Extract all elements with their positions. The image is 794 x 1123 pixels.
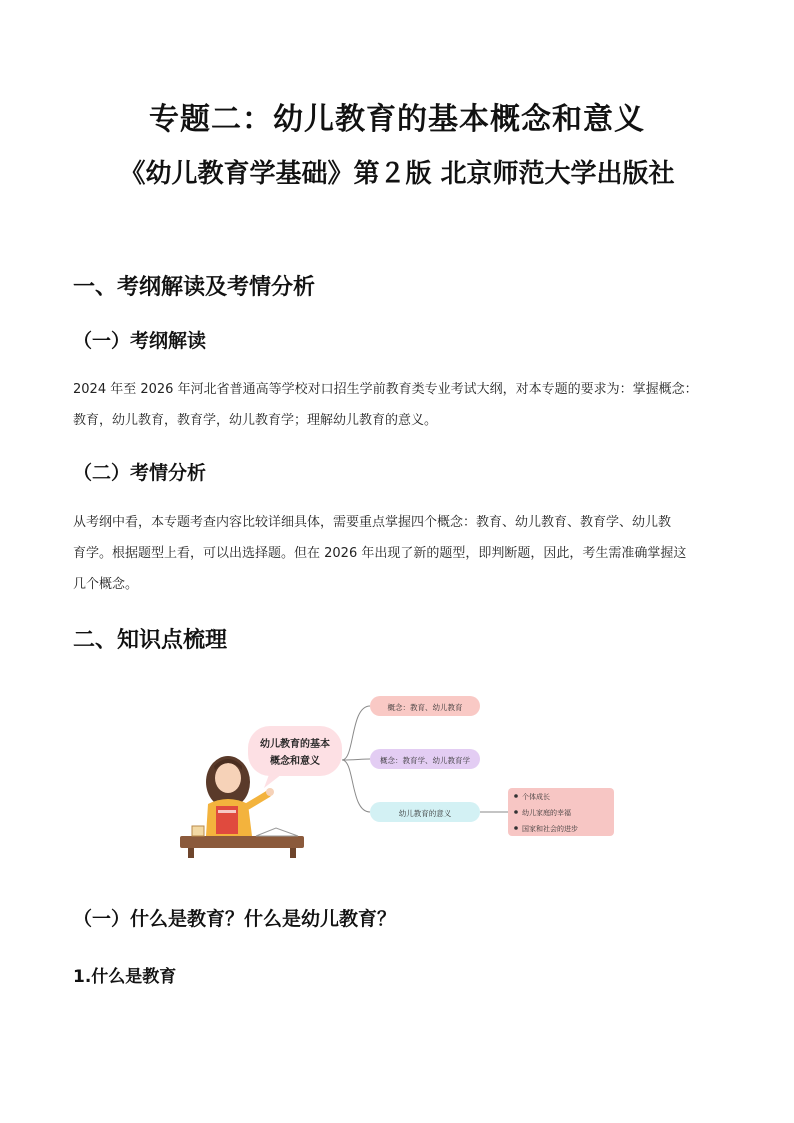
mind-map-branch-concepts-1 xyxy=(370,696,480,716)
leaf-individual-growth: 个体成长 xyxy=(522,793,550,801)
subsection-heading-what-is-education: （一）什么是教育？什么是幼儿教育？ xyxy=(73,908,397,930)
mind-map-leaves xyxy=(508,788,614,836)
paragraph-line: 几个概念。 xyxy=(73,577,139,592)
mind-map-branch-significance xyxy=(370,802,480,822)
branch-label: 概念：教育、幼儿教育 xyxy=(387,703,463,712)
paragraph-analysis xyxy=(73,507,733,600)
section-heading-2: 二、知识点梳理 xyxy=(73,628,228,653)
document-title: 专题二：幼儿教育的基本概念和意义 xyxy=(149,102,645,137)
item-heading-what-is-education: 1.什么是教育 xyxy=(73,967,177,987)
section-heading-1: 一、考纲解读及考情分析 xyxy=(73,275,316,300)
subsection-heading-analysis: （二）考情分析 xyxy=(73,462,207,484)
leaf-family-happiness: 幼儿家庭的幸福 xyxy=(522,809,571,817)
mind-map-center-line1: 幼儿教育的基本 xyxy=(260,739,330,750)
mind-map-branch-concepts-2 xyxy=(370,749,480,769)
subsection-heading-syllabus: （一）考纲解读 xyxy=(73,330,207,352)
mind-map-figure xyxy=(170,686,630,862)
mind-map-center-line2: 概念和意义 xyxy=(270,756,320,767)
paragraph-line: 教育，幼儿教育，教育学，幼儿教育学；理解幼儿教育的意义。 xyxy=(73,413,438,428)
branch-label: 幼儿教育的意义 xyxy=(398,809,452,818)
paragraph-syllabus xyxy=(73,374,733,436)
paragraph-line: 2024 年至 2026 年河北省普通高等学校对口招生学前教育类专业考试大纲，对本专题的要求为：掌握概念： xyxy=(73,382,698,397)
paragraph-line: 从考纲中看，本专题考查内容比较详细具体，需要重点掌握四个概念：教育、幼儿教育、教育学、幼儿教 xyxy=(73,515,672,530)
paragraph-line: 育学。根据题型上看，可以出选择题。但在 2026 年出现了新的题型，即判断题，因此，考生需准确掌握这 xyxy=(73,546,687,561)
branch-label: 概念：教育学、幼儿教育学 xyxy=(380,756,470,765)
document-subtitle: 《幼儿教育学基础》第２版 北京师范大学出版社 xyxy=(119,159,675,189)
leaf-social-progress: 国家和社会的进步 xyxy=(522,825,578,833)
mind-map-center xyxy=(248,726,342,788)
